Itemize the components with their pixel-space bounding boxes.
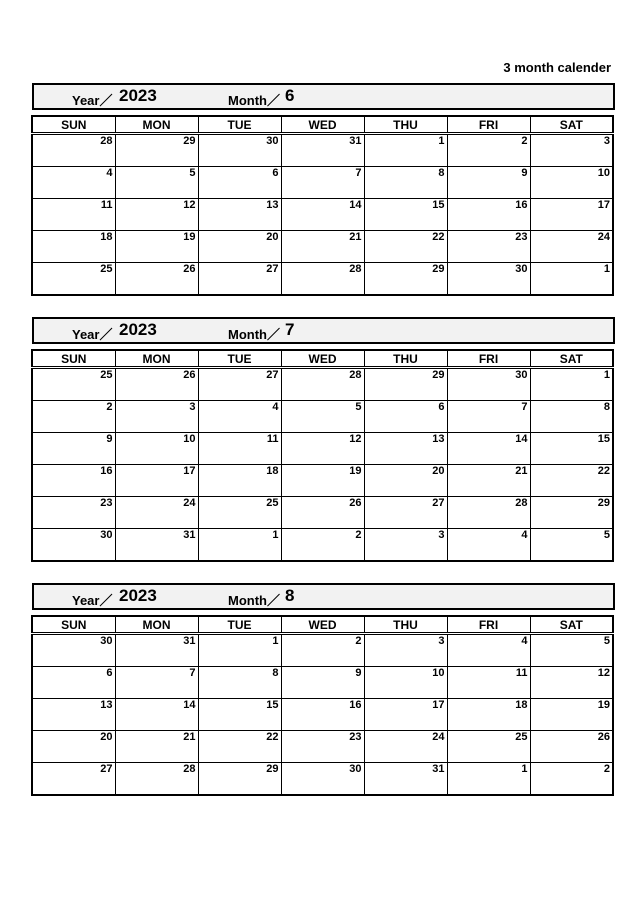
week-row	[32, 699, 613, 731]
week-row	[32, 763, 613, 796]
day-cell: 11	[198, 433, 281, 465]
day-cell: 10	[530, 167, 613, 199]
day-cell: 15	[198, 699, 281, 731]
day-cell: 23	[447, 231, 530, 263]
weekday-label: FRI	[447, 616, 530, 634]
day-cell: 20	[32, 731, 115, 763]
weekday-header-row	[32, 116, 613, 134]
day-cell: 20	[364, 465, 447, 497]
day-cell: 27	[32, 763, 115, 796]
day-cell: 1	[447, 763, 530, 796]
day-cell: 2	[447, 134, 530, 167]
day-cell: 26	[281, 497, 364, 529]
day-cell: 31	[364, 763, 447, 796]
day-cell: 8	[530, 401, 613, 433]
day-cell: 26	[530, 731, 613, 763]
year-value: 2023	[119, 320, 157, 339]
day-cell: 22	[198, 731, 281, 763]
day-cell: 21	[115, 731, 198, 763]
day-cell: 28	[447, 497, 530, 529]
week-row	[32, 231, 613, 263]
week-row	[32, 731, 613, 763]
weekday-label: TUE	[198, 116, 281, 134]
year-value: 2023	[119, 86, 157, 105]
weekday-label: SAT	[530, 116, 613, 134]
day-cell: 26	[115, 263, 198, 296]
day-cell: 12	[281, 433, 364, 465]
weekday-label: THU	[364, 616, 447, 634]
week-row	[32, 667, 613, 699]
day-cell: 17	[115, 465, 198, 497]
calendar-grid	[31, 349, 614, 562]
day-cell: 18	[198, 465, 281, 497]
day-cell: 3	[364, 634, 447, 667]
day-cell: 14	[281, 199, 364, 231]
day-cell: 14	[447, 433, 530, 465]
weekday-label: SUN	[32, 616, 115, 634]
weekday-label: SAT	[530, 616, 613, 634]
weekday-label: FRI	[447, 350, 530, 368]
day-cell: 10	[364, 667, 447, 699]
day-cell: 24	[115, 497, 198, 529]
day-cell: 5	[115, 167, 198, 199]
weekday-label: MON	[115, 116, 198, 134]
day-cell: 9	[281, 667, 364, 699]
day-cell: 21	[447, 465, 530, 497]
day-cell: 29	[364, 368, 447, 401]
day-cell: 4	[447, 634, 530, 667]
weekday-label: TUE	[198, 350, 281, 368]
day-cell: 17	[364, 699, 447, 731]
week-row	[32, 263, 613, 296]
page-title: 3 month calender	[503, 60, 611, 75]
day-cell: 27	[364, 497, 447, 529]
day-cell: 16	[447, 199, 530, 231]
day-cell: 5	[281, 401, 364, 433]
day-cell: 11	[32, 199, 115, 231]
day-cell: 6	[198, 167, 281, 199]
day-cell: 8	[198, 667, 281, 699]
day-cell: 14	[115, 699, 198, 731]
weekday-label: THU	[364, 116, 447, 134]
weekday-label: WED	[281, 350, 364, 368]
month-value: 7	[285, 320, 295, 339]
weekday-label: SAT	[530, 350, 613, 368]
day-cell: 29	[364, 263, 447, 296]
day-cell: 19	[281, 465, 364, 497]
weekday-label: WED	[281, 616, 364, 634]
day-cell: 29	[115, 134, 198, 167]
day-cell: 30	[32, 529, 115, 562]
day-cell: 16	[281, 699, 364, 731]
day-cell: 6	[32, 667, 115, 699]
day-cell: 30	[447, 263, 530, 296]
week-row	[32, 433, 613, 465]
day-cell: 18	[32, 231, 115, 263]
day-cell: 31	[115, 529, 198, 562]
month-value: 8	[285, 586, 295, 605]
day-cell: 10	[115, 433, 198, 465]
day-cell: 24	[364, 731, 447, 763]
day-cell: 29	[198, 763, 281, 796]
week-row	[32, 401, 613, 433]
day-cell: 23	[32, 497, 115, 529]
day-cell: 1	[198, 634, 281, 667]
day-cell: 2	[530, 763, 613, 796]
week-row	[32, 529, 613, 562]
day-cell: 5	[530, 634, 613, 667]
weekday-label: TUE	[198, 616, 281, 634]
day-cell: 16	[32, 465, 115, 497]
day-cell: 4	[198, 401, 281, 433]
day-cell: 24	[530, 231, 613, 263]
month-label: Month／	[228, 593, 280, 608]
day-cell: 25	[447, 731, 530, 763]
day-cell: 2	[281, 529, 364, 562]
day-cell: 1	[530, 263, 613, 296]
day-cell: 2	[32, 401, 115, 433]
week-row	[32, 634, 613, 667]
day-cell: 28	[281, 263, 364, 296]
day-cell: 22	[364, 231, 447, 263]
weekday-label: SUN	[32, 116, 115, 134]
day-cell: 4	[32, 167, 115, 199]
day-cell: 11	[447, 667, 530, 699]
week-row	[32, 199, 613, 231]
day-cell: 25	[32, 368, 115, 401]
day-cell: 25	[198, 497, 281, 529]
day-cell: 7	[115, 667, 198, 699]
day-cell: 30	[198, 134, 281, 167]
month-header	[32, 83, 615, 110]
year-label: Year／	[72, 593, 113, 608]
calendar-grid	[31, 615, 614, 796]
day-cell: 1	[530, 368, 613, 401]
day-cell: 22	[530, 465, 613, 497]
weekday-header-row	[32, 350, 613, 368]
day-cell: 13	[198, 199, 281, 231]
day-cell: 23	[281, 731, 364, 763]
day-cell: 1	[364, 134, 447, 167]
day-cell: 6	[364, 401, 447, 433]
day-cell: 13	[32, 699, 115, 731]
weekday-label: SUN	[32, 350, 115, 368]
day-cell: 4	[447, 529, 530, 562]
weekday-label: FRI	[447, 116, 530, 134]
week-row	[32, 497, 613, 529]
day-cell: 31	[115, 634, 198, 667]
day-cell: 12	[530, 667, 613, 699]
day-cell: 28	[115, 763, 198, 796]
year-label: Year／	[72, 327, 113, 342]
day-cell: 31	[281, 134, 364, 167]
week-row	[32, 134, 613, 167]
day-cell: 26	[115, 368, 198, 401]
month-header	[32, 317, 615, 344]
day-cell: 19	[115, 231, 198, 263]
day-cell: 19	[530, 699, 613, 731]
day-cell: 30	[447, 368, 530, 401]
weekday-label: MON	[115, 350, 198, 368]
day-cell: 20	[198, 231, 281, 263]
week-row	[32, 465, 613, 497]
month-label: Month／	[228, 93, 280, 108]
weekday-label: WED	[281, 116, 364, 134]
day-cell: 9	[32, 433, 115, 465]
weekday-header-row	[32, 616, 613, 634]
day-cell: 29	[530, 497, 613, 529]
day-cell: 30	[32, 634, 115, 667]
weekday-label: THU	[364, 350, 447, 368]
day-cell: 30	[281, 763, 364, 796]
week-row	[32, 167, 613, 199]
day-cell: 3	[530, 134, 613, 167]
day-cell: 27	[198, 263, 281, 296]
month-label: Month／	[228, 327, 280, 342]
month-header	[32, 583, 615, 610]
day-cell: 15	[530, 433, 613, 465]
day-cell: 7	[447, 401, 530, 433]
day-cell: 28	[281, 368, 364, 401]
day-cell: 7	[281, 167, 364, 199]
day-cell: 25	[32, 263, 115, 296]
week-row	[32, 368, 613, 401]
day-cell: 8	[364, 167, 447, 199]
day-cell: 2	[281, 634, 364, 667]
day-cell: 18	[447, 699, 530, 731]
day-cell: 13	[364, 433, 447, 465]
day-cell: 17	[530, 199, 613, 231]
day-cell: 1	[198, 529, 281, 562]
year-value: 2023	[119, 586, 157, 605]
day-cell: 3	[364, 529, 447, 562]
day-cell: 28	[32, 134, 115, 167]
day-cell: 15	[364, 199, 447, 231]
day-cell: 12	[115, 199, 198, 231]
day-cell: 27	[198, 368, 281, 401]
year-label: Year／	[72, 93, 113, 108]
calendar-grid	[31, 115, 614, 296]
day-cell: 21	[281, 231, 364, 263]
day-cell: 3	[115, 401, 198, 433]
weekday-label: MON	[115, 616, 198, 634]
day-cell: 5	[530, 529, 613, 562]
month-value: 6	[285, 86, 295, 105]
day-cell: 9	[447, 167, 530, 199]
